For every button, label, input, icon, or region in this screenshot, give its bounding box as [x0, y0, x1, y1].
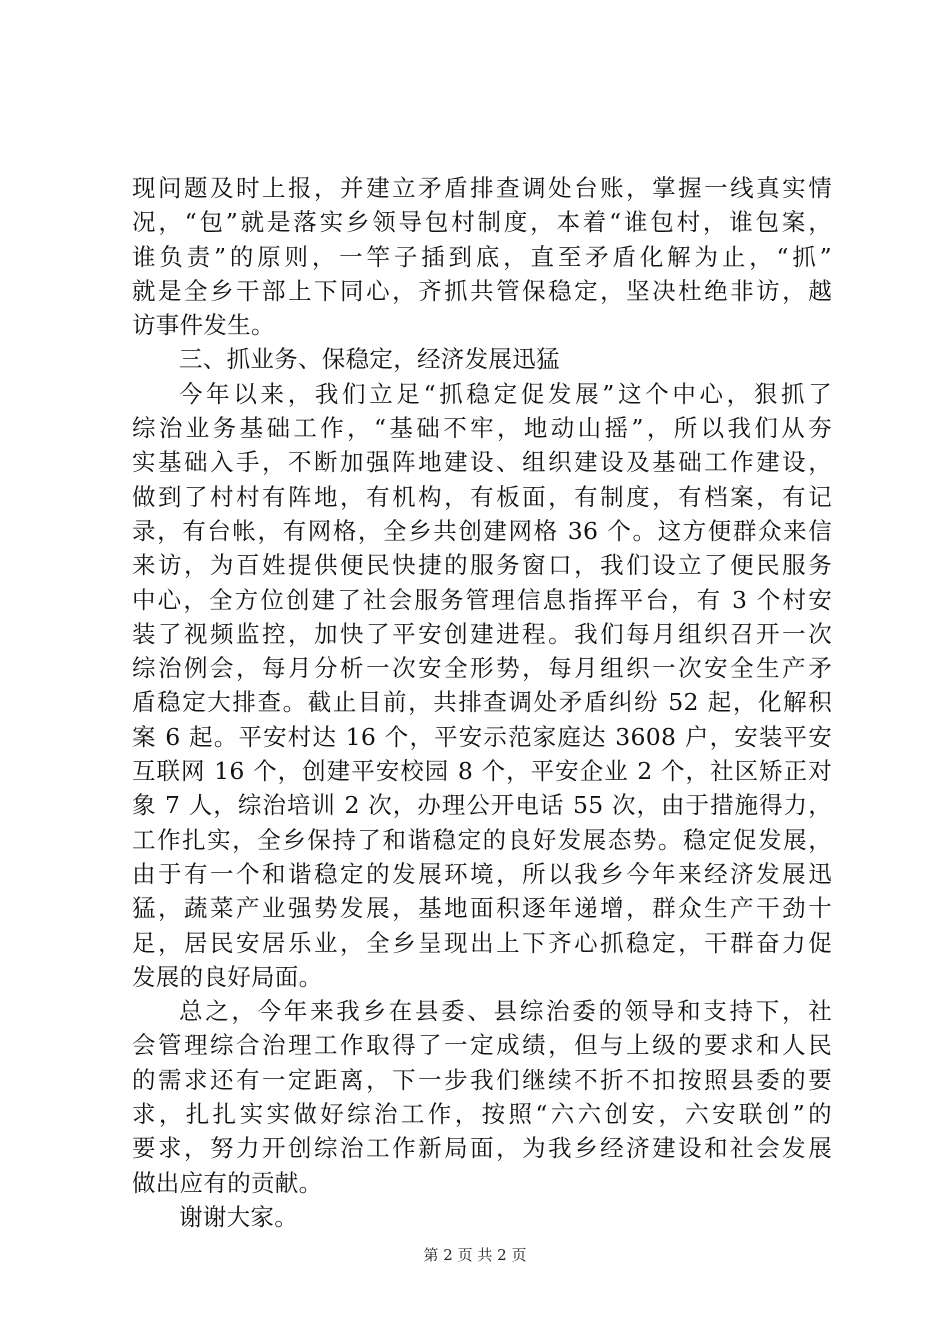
text-line: 会管理综合治理工作取得了一定成绩，但与上级的要求和人民: [132, 1031, 832, 1060]
text-line: 况，“包”就是落实乡领导包村制度，本着“谁包村，谁包案，: [132, 208, 832, 237]
text-line: 象 7 人，综治培训 2 次，办理公开电话 55 次，由于措施得力，: [132, 791, 832, 820]
text-line: 求，扎扎实实做好综治工作，按照“六六创安，六安联创”的: [132, 1100, 832, 1129]
text-line: 要求，努力开创综治工作新局面，为我乡经济建设和社会发展: [132, 1134, 832, 1163]
text-line: 足，居民安居乐业，全乡呈现出上下齐心抓稳定，干群奋力促: [132, 928, 832, 957]
text-line: 访事件发生。: [132, 311, 275, 340]
text-line: 工作扎实，全乡保持了和谐稳定的良好发展态势。稳定促发展，: [132, 825, 832, 854]
text-line: 做出应有的贡献。: [132, 1168, 323, 1197]
page-footer: [0, 1244, 950, 1265]
text-line: 盾稳定大排查。截止目前，共排查调处矛盾纠纷 52 起，化解积: [132, 688, 832, 717]
section-heading: 三、抓业务、保稳定，经济发展迅猛: [179, 345, 560, 374]
text-line: 现问题及时上报，并建立矛盾排查调处台账，掌握一线真实情: [132, 174, 832, 202]
page-number-label: 第 2 页 共 2 页: [423, 1246, 527, 1264]
text-line: 实基础入手，不断加强阵地建设、组织建设及基础工作建设，: [132, 448, 832, 477]
text-line: 就是全乡干部上下同心，齐抓共管保稳定，坚决杜绝非访，越: [132, 276, 832, 305]
text-line: 总之，今年来我乡在县委、县综治委的领导和支持下，社: [179, 997, 832, 1026]
text-line: 装了视频监控，加快了平安创建进程。我们每月组织召开一次: [132, 619, 832, 648]
text-line: 互联网 16 个，创建平安校园 8 个，平安企业 2 个，社区矫正对: [132, 757, 832, 786]
document-body: [132, 171, 832, 1234]
text-line: 综治例会，每月分析一次安全形势，每月组织一次安全生产矛: [132, 654, 832, 683]
text-line: 综治业务基础工作，“基础不牢，地动山摇”，所以我们从夯: [132, 414, 832, 443]
text-line: 猛，蔬菜产业强势发展，基地面积逐年递增，群众生产干劲十: [132, 894, 832, 923]
text-line: 案 6 起。平安村达 16 个，平安示范家庭达 3608 户，安装平安: [132, 722, 832, 751]
text-line: 录，有台帐，有网格，全乡共创建网格 36 个。这方便群众来信: [132, 516, 832, 545]
text-line: 来访，为百姓提供便民快捷的服务窗口，我们设立了便民服务: [132, 551, 832, 580]
text-line: 谁负责”的原则，一竿子插到底，直至矛盾化解为止，“抓”: [132, 242, 832, 271]
closing-line: 谢谢大家。: [179, 1202, 298, 1231]
text-line: 做到了村村有阵地，有机构，有板面，有制度，有档案，有记: [132, 482, 832, 511]
text-line: 发展的良好局面。: [132, 962, 323, 991]
text-line: 今年以来，我们立足“抓稳定促发展”这个中心，狠抓了: [179, 379, 832, 408]
text-line: 的需求还有一定距离，下一步我们继续不折不扣按照县委的要: [132, 1065, 832, 1094]
text-line: 中心，全方位创建了社会服务管理信息指挥平台，有 3 个村安: [132, 585, 832, 614]
text-line: 由于有一个和谐稳定的发展环境，所以我乡今年来经济发展迅: [132, 859, 832, 888]
